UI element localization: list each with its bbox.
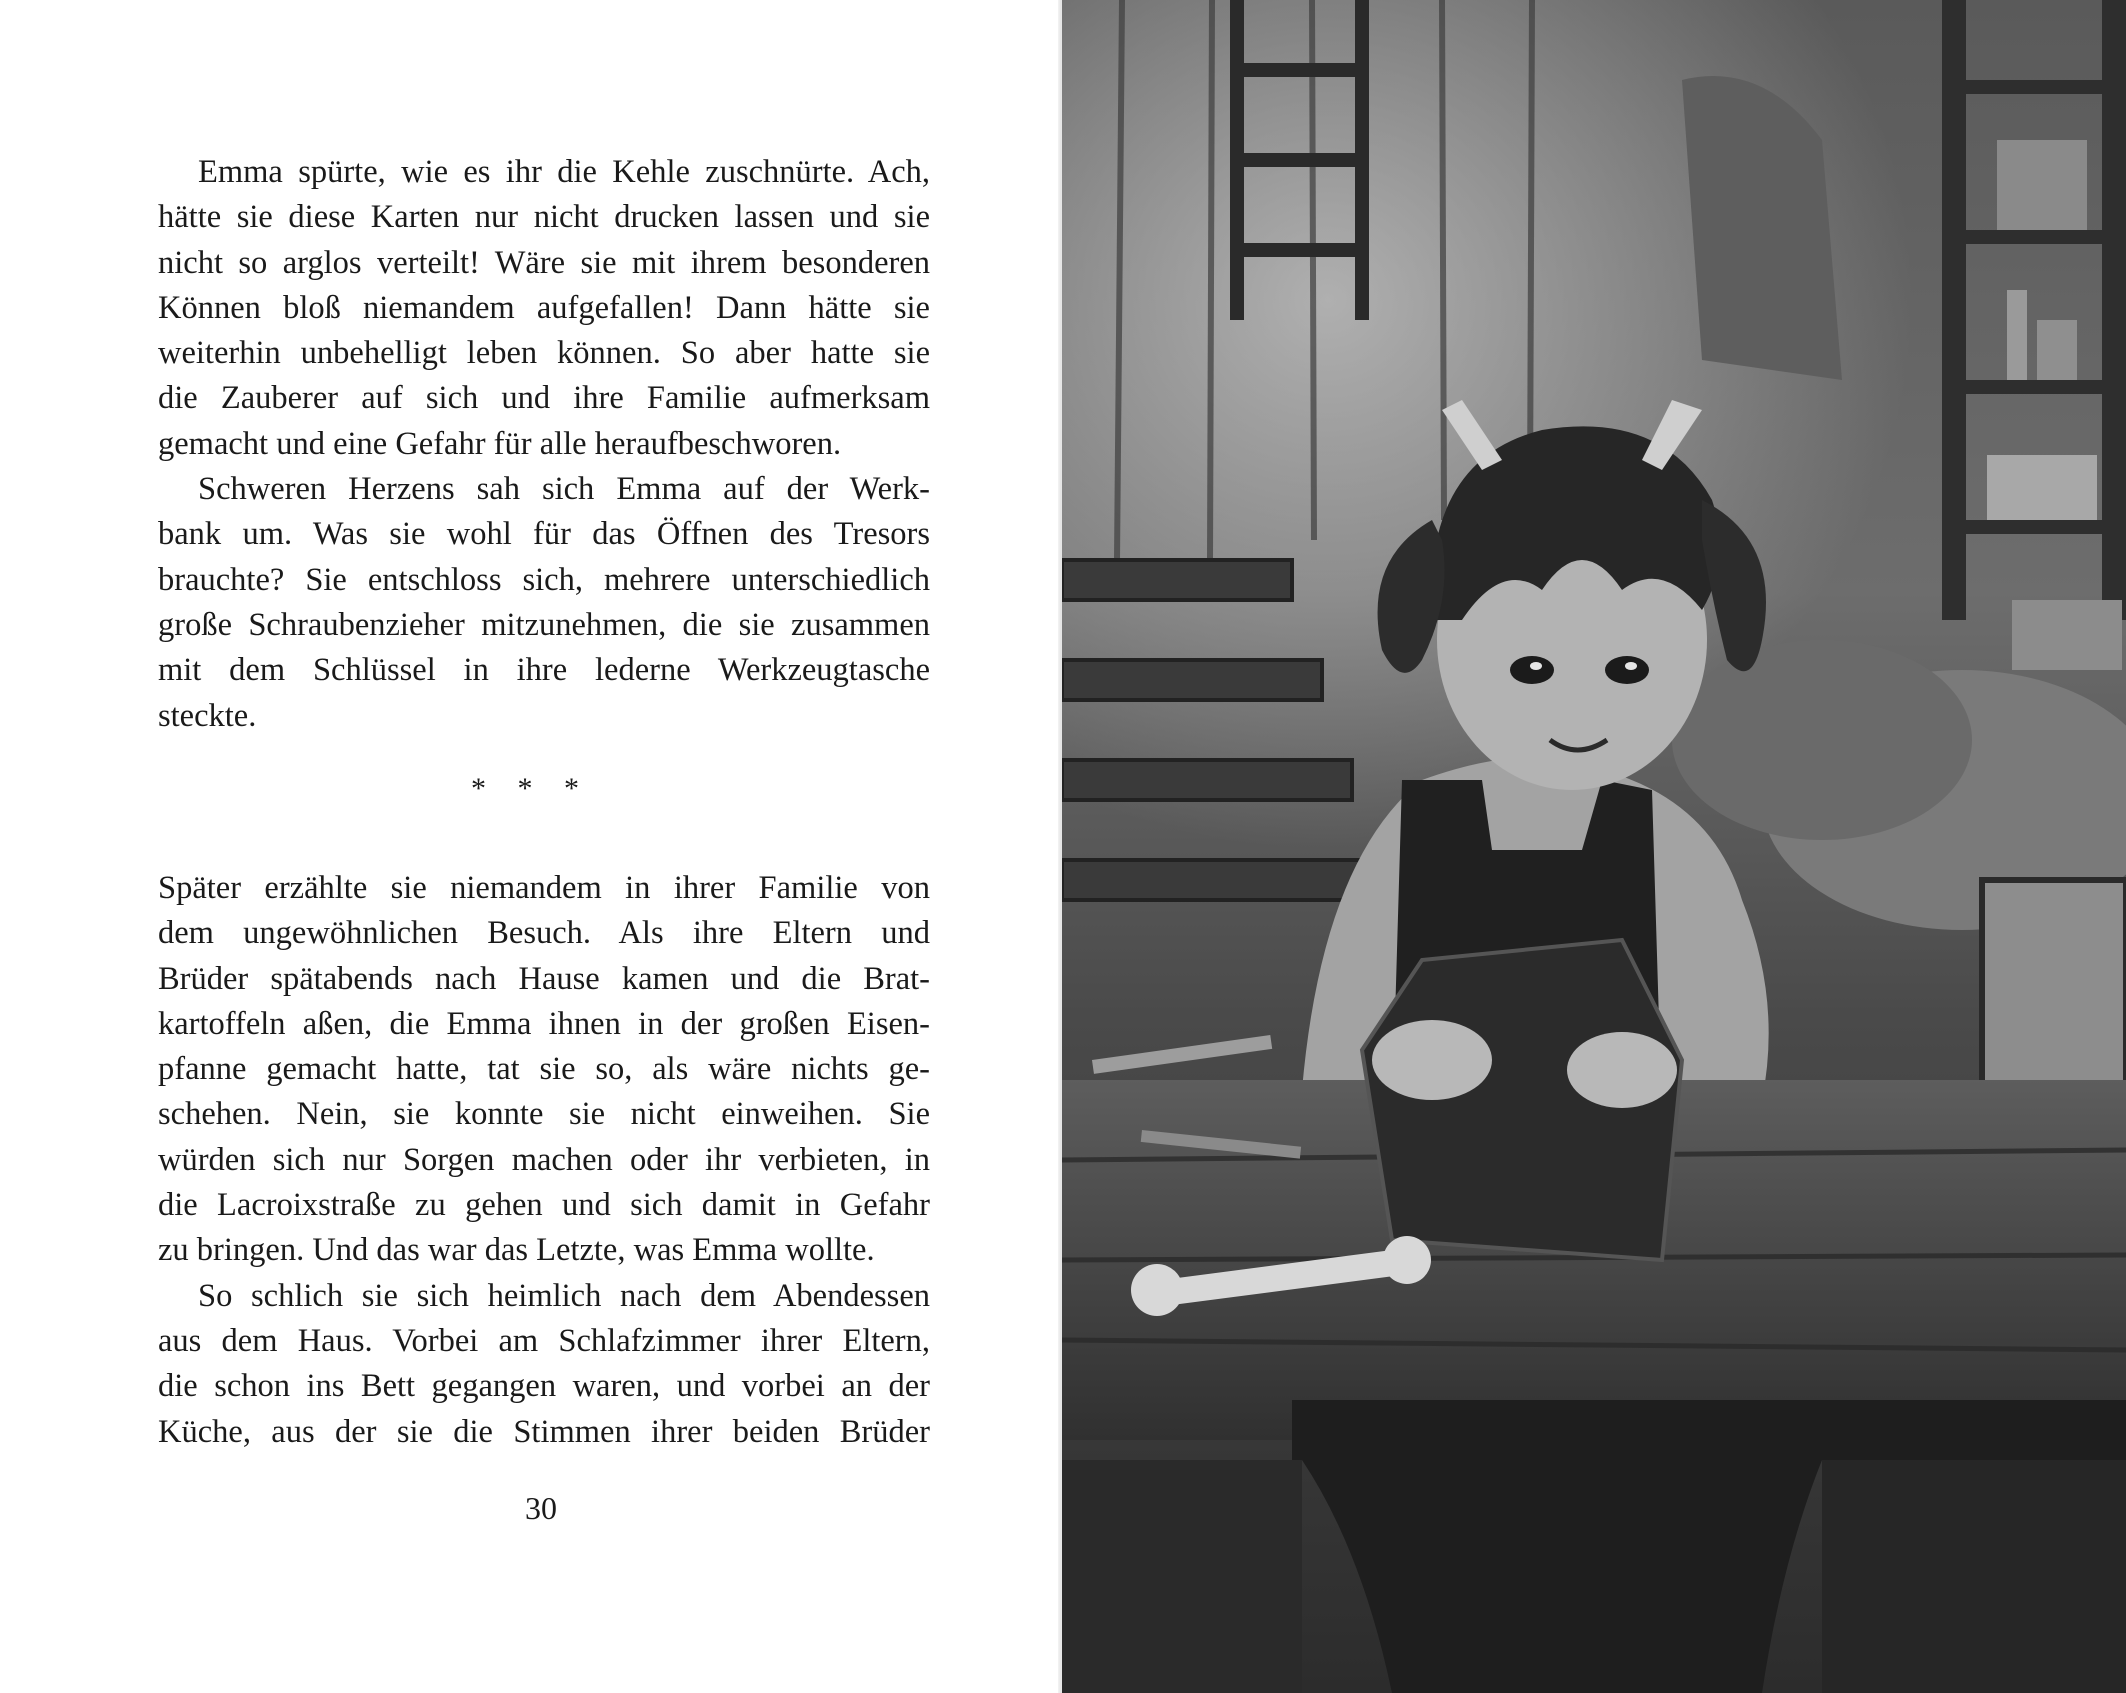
text-line: zu bringen. Und das war das Letzte, was Emma wollte. — [158, 1232, 875, 1269]
text-line: die Lacroixstraße zu gehen und sich damit in Gefahr — [158, 1187, 930, 1224]
text-line: nicht so arglos verteilt! Wäre sie mit ihrem besonderen — [158, 244, 930, 281]
text-line: pfanne gemacht hatte, tat sie so, als wäre nichts ge- — [158, 1051, 930, 1088]
text-line: die Zauberer auf sich und ihre Familie aufmerksam — [158, 380, 930, 417]
text-line: Können bloß niemandem aufgefallen! Dann hätte sie — [158, 289, 930, 326]
text-line: gemacht und eine Gefahr für alle heraufbeschworen. — [158, 425, 842, 462]
illustration-page — [1062, 0, 2126, 1693]
text-line: dem ungewöhnlichen Besuch. Als ihre Eltern und — [158, 915, 930, 952]
text-line: Küche, aus der sie die Stimmen ihrer beiden Brüder — [158, 1413, 930, 1450]
text-line: brauchte? Sie entschloss sich, mehrere unterschiedlich — [158, 561, 930, 598]
text-line: mit dem Schlüssel in ihre lederne Werkzeugtasche — [158, 652, 930, 689]
text-line: große Schraubenzieher mitzunehmen, die sie zusammen — [158, 606, 930, 643]
text-line: aus dem Haus. Vorbei am Schlafzimmer ihrer Eltern, — [158, 1322, 930, 1359]
text-line: die schon ins Bett gegangen waren, und vorbei an der — [158, 1368, 930, 1405]
text-line: So schlich sie sich heimlich nach dem Abendessen — [198, 1277, 930, 1314]
text-line: hätte sie diese Karten nur nicht drucken lassen und sie — [158, 199, 930, 236]
page-number: 30 — [525, 1490, 557, 1526]
text-line: bank um. Was sie wohl für das Öffnen des Tresors — [158, 516, 930, 553]
text-line: Emma spürte, wie es ihr die Kehle zuschnürte. Ach, — [198, 154, 930, 190]
text-block-lower — [158, 866, 930, 1455]
text-line: kartoffeln aßen, die Emma ihnen in der großen Eisen- — [158, 1005, 930, 1042]
text-page — [0, 0, 1062, 1693]
section-break: * * * — [471, 772, 591, 805]
text-line: Brüder spätabends nach Hause kamen und die Brat- — [158, 960, 930, 997]
text-line: Schweren Herzens sah sich Emma auf der Werk- — [198, 471, 930, 508]
text-line: Später erzählte sie niemandem in ihrer Familie von — [158, 870, 930, 906]
text-line: weiterhin unbehelligt leben können. So aber hatte sie — [158, 335, 930, 372]
text-block-upper — [158, 150, 930, 739]
text-line: schehen. Nein, sie konnte sie nicht einweihen. Sie — [158, 1096, 930, 1133]
illustration-workshop-girl — [1062, 0, 2126, 1693]
text-line: steckte. — [158, 697, 257, 734]
text-line: würden sich nur Sorgen machen oder ihr verbieten, in — [158, 1141, 930, 1178]
